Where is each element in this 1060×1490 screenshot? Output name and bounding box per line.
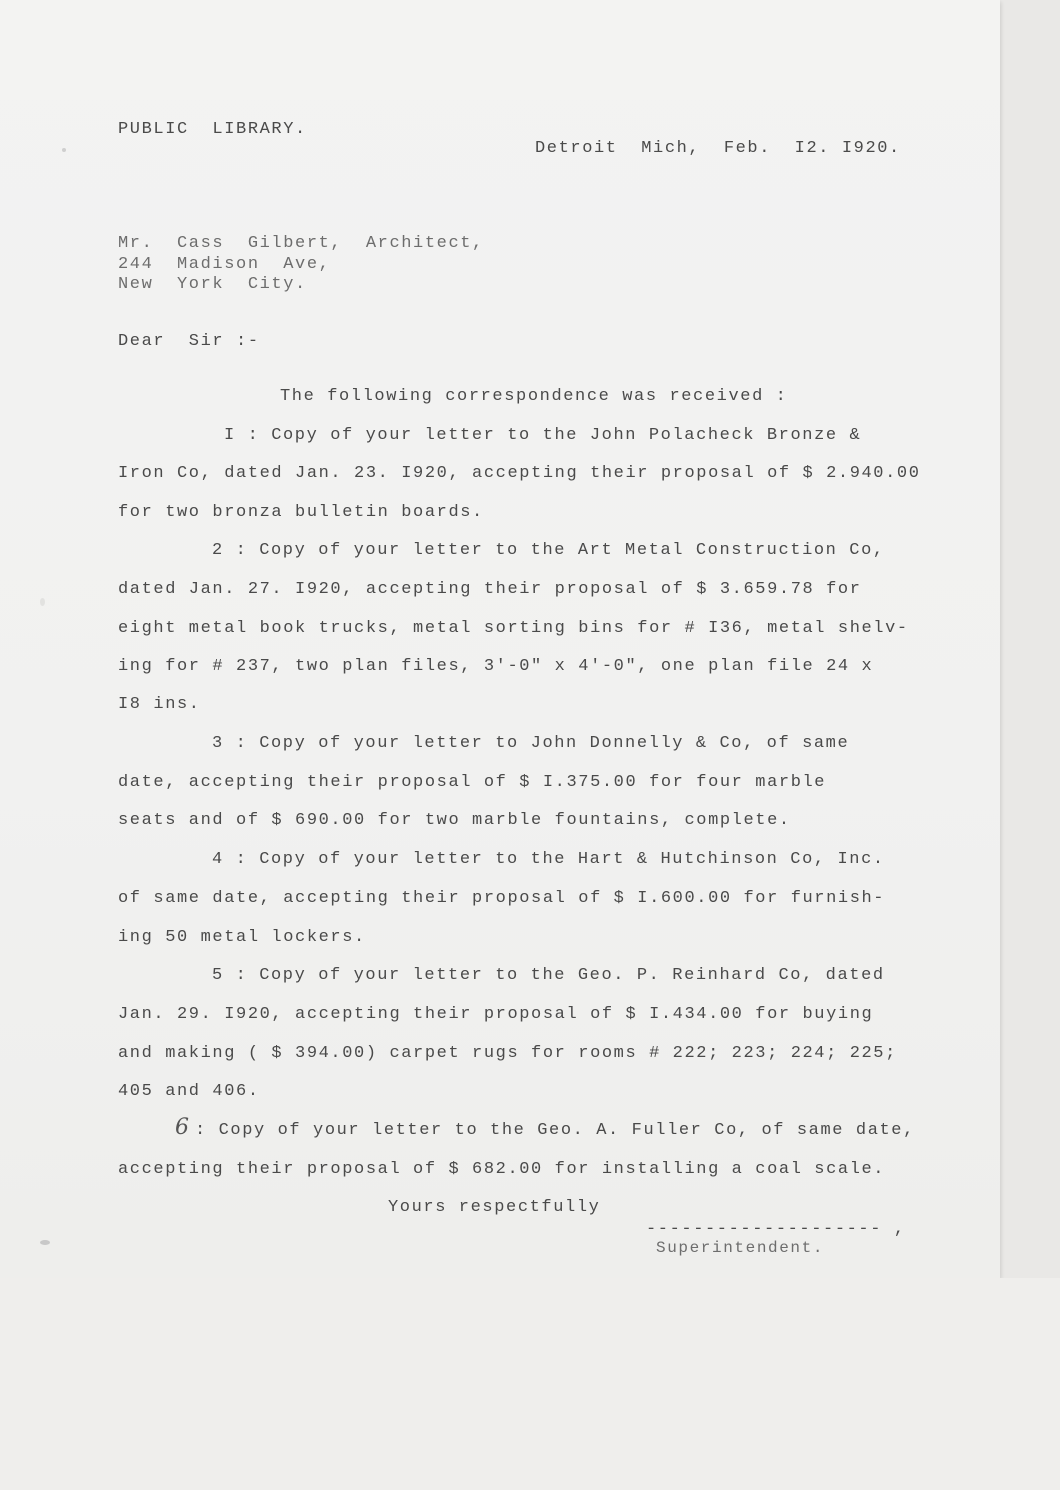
item-3-line-3: seats and of $ 690.00 for two marble fountains, complete. — [118, 811, 791, 830]
item-1-line-1: I : Copy of your letter to the John Polacheck Bronze & — [224, 426, 862, 445]
item-3-line-1: 3 : Copy of your letter to John Donnelly & Co, of same — [212, 734, 850, 753]
paper-blemish — [40, 1240, 50, 1245]
item-6-handwritten-number: 6 — [175, 1115, 189, 1140]
item-6-line-1: : Copy of your letter to the Geo. A. Fuller Co, of same date, — [195, 1121, 915, 1140]
closing: Yours respectfully — [388, 1198, 601, 1217]
signature-line: -------------------- , — [646, 1220, 906, 1239]
item-1-line-2: Iron Co, dated Jan. 23. I920, accepting their proposal of $ 2.940.00 — [118, 464, 921, 483]
background-surface — [0, 1278, 1060, 1490]
item-2-line-5: I8 ins. — [118, 695, 201, 714]
item-5-line-2: Jan. 29. I920, accepting their proposal of $ I.434.00 for buying — [118, 1005, 874, 1024]
item-6-line-2: accepting their proposal of $ 682.00 for installing a coal scale. — [118, 1160, 886, 1179]
paper-blemish — [62, 148, 66, 152]
recipient-city: New York City. — [118, 275, 307, 294]
recipient-street: 244 Madison Ave, — [118, 255, 331, 274]
item-2-line-4: ing for # 237, two plan files, 3'-0" x 4'-0", one plan file 24 x — [118, 657, 874, 676]
item-1-line-3: for two bronza bulletin boards. — [118, 503, 484, 522]
item-5-line-4: 405 and 406. — [118, 1082, 260, 1101]
item-5-line-1: 5 : Copy of your letter to the Geo. P. Reinhard Co, dated — [212, 966, 885, 985]
item-5-line-3: and making ( $ 394.00) carpet rugs for rooms # 222; 223; 224; 225; — [118, 1044, 897, 1063]
paper-blemish — [40, 598, 45, 606]
item-4-line-2: of same date, accepting their proposal of $ I.600.00 for furnish- — [118, 889, 886, 908]
recipient-name: Mr. Cass Gilbert, Architect, — [118, 234, 484, 253]
intro-line: The following correspondence was received : — [280, 387, 788, 406]
salutation: Dear Sir :- — [118, 332, 260, 351]
item-3-line-2: date, accepting their proposal of $ I.375.00 for four marble — [118, 773, 827, 792]
signature-title: Superintendent. — [656, 1239, 825, 1257]
letterhead-organization: PUBLIC LIBRARY. — [118, 120, 307, 139]
item-4-line-1: 4 : Copy of your letter to the Hart & Hutchinson Co, Inc. — [212, 850, 885, 869]
item-2-line-2: dated Jan. 27. I920, accepting their proposal of $ 3.659.78 for — [118, 580, 862, 599]
item-4-line-3: ing 50 metal lockers. — [118, 928, 366, 947]
item-2-line-3: eight metal book trucks, metal sorting bins for # I36, metal shelv- — [118, 619, 909, 638]
letterhead-place-date: Detroit Mich, Feb. I2. I920. — [535, 139, 901, 158]
item-2-line-1: 2 : Copy of your letter to the Art Metal Construction Co, — [212, 541, 885, 560]
